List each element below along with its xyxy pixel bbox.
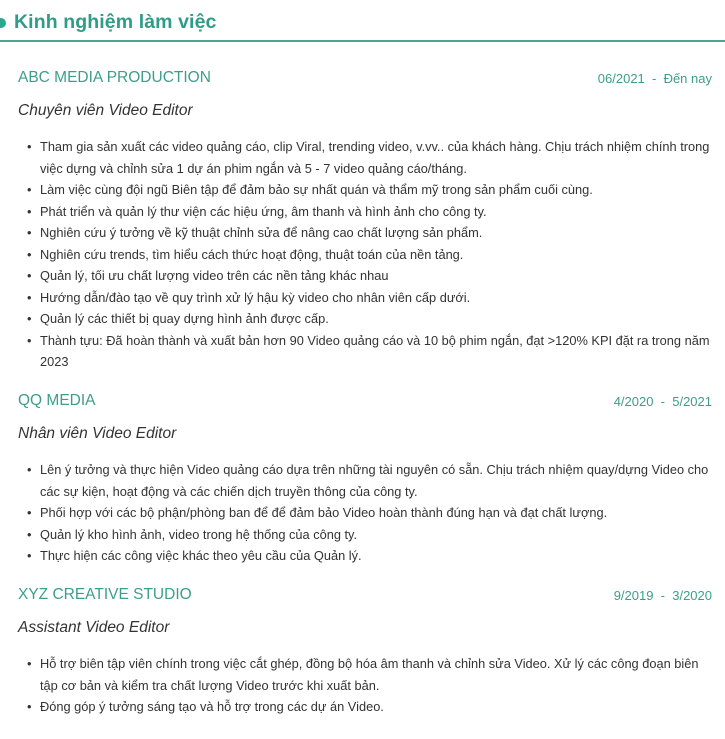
- duty-list: [27, 459, 711, 567]
- bullet-icon: •: [27, 311, 32, 326]
- duty-item: [27, 265, 711, 287]
- bullet-icon: •: [27, 656, 32, 671]
- duty-list: [27, 653, 711, 718]
- bullet-icon: •: [27, 246, 32, 262]
- bullet-icon: •: [27, 225, 32, 240]
- duty-item: [27, 330, 711, 373]
- duty-item: [27, 308, 711, 330]
- duty-list: [27, 136, 711, 373]
- bullet-icon: •: [27, 268, 32, 283]
- duty-item: [27, 222, 711, 244]
- bullet-icon: •: [27, 462, 32, 477]
- employment-period: 9/2019 - 3/2020: [613, 588, 712, 603]
- duty-item: [27, 696, 711, 718]
- duty-item: [27, 459, 711, 502]
- duty-text: Tham gia sản xuất các video quảng cáo, clip Viral, trending video, v.vv.. của khách hàng. Chịu trách nhiệm chính trong việc dựng và chỉnh sửa 1 dự án phim ngắn và 5 - 7 video quảng cáo/tháng.: [40, 139, 710, 176]
- duty-item: [27, 502, 711, 524]
- duty-text: Phối hợp với các bộ phận/phòng ban để để đảm bảo Video hoàn thành đúng hạn và đạt chất lượng.: [40, 505, 608, 520]
- job-title: Chuyên viên Video Editor: [18, 102, 193, 119]
- duty-item: [27, 244, 711, 266]
- bullet-icon: •: [27, 289, 32, 305]
- company-name: QQ MEDIA: [18, 392, 96, 409]
- duty-text: Hỗ trợ biên tập viên chính trong việc cắt ghép, đồng bộ hóa âm thanh và chỉnh sửa Video. Xử lý các công đoạn biên tập cơ bản và kiểm tra chất lượng Video trước khi xuất bản.: [40, 656, 699, 693]
- bullet-icon: •: [27, 505, 32, 520]
- bullet-icon: •: [27, 182, 32, 197]
- duty-item: [27, 653, 711, 696]
- duty-text: Thành tựu: Đã hoàn thành và xuất bản hơn 90 Video quảng cáo và 10 bộ phim ngắn, đạt >120% KPI đặt ra trong năm 2023: [40, 332, 710, 369]
- duty-text: Nghiên cứu ý tưởng về kỹ thuật chỉnh sửa để nâng cao chất lượng sản phẩm.: [40, 225, 483, 240]
- company-name: ABC MEDIA PRODUCTION: [18, 69, 211, 86]
- duty-text: Thực hiện các công việc khác theo yêu cầu của Quản lý.: [40, 548, 362, 563]
- bullet-icon: •: [27, 526, 32, 542]
- bullet-icon: •: [27, 548, 32, 563]
- duty-item: [27, 287, 711, 309]
- duty-text: Đóng góp ý tưởng sáng tạo và hỗ trợ trong các dự án Video.: [40, 699, 384, 714]
- duty-text: Quản lý các thiết bị quay dựng hình ảnh được cấp.: [40, 311, 329, 326]
- duty-item: [27, 136, 711, 179]
- duty-text: Hướng dẫn/đào tạo về quy trình xử lý hậu kỳ video cho nhân viên cấp dưới.: [40, 289, 471, 305]
- duty-text: Quản lý kho hình ảnh, video trong hệ thống của công ty.: [40, 526, 358, 542]
- duty-item: [27, 201, 711, 223]
- section-marker-dot: [0, 18, 6, 28]
- duty-text: Quản lý, tối ưu chất lượng video trên các nền tảng khác nhau: [40, 268, 389, 283]
- employment-period: 06/2021 - Đến nay: [597, 71, 712, 86]
- duty-item: [27, 524, 711, 546]
- bullet-icon: •: [27, 203, 32, 219]
- job-title: Assistant Video Editor: [18, 619, 170, 636]
- duty-text: Lên ý tưởng và thực hiện Video quảng cáo dựa trên những tài nguyên có sẵn. Chịu trách nhiệm quay/dựng Video cho các sự kiện, hoạt động và các chiến dịch truyền thông của công ty.: [40, 462, 709, 499]
- bullet-icon: •: [27, 139, 32, 154]
- company-name: XYZ CREATIVE STUDIO: [18, 586, 192, 603]
- job-title: Nhân viên Video Editor: [18, 425, 177, 442]
- bullet-icon: •: [27, 699, 32, 714]
- duty-text: Phát triển và quản lý thư viện các hiệu ứng, âm thanh và hình ảnh cho công ty.: [40, 203, 487, 219]
- duty-text: Nghiên cứu trends, tìm hiểu cách thức hoạt động, thuật toán của nền tảng.: [40, 246, 464, 262]
- section-title: Kinh nghiệm làm việc: [14, 11, 217, 33]
- duty-text: Làm việc cùng đội ngũ Biên tập để đảm bảo sự nhất quán và thẩm mỹ trong sản phẩm cuối cùng.: [40, 182, 593, 197]
- employment-period: 4/2020 - 5/2021: [613, 394, 712, 409]
- section-header: [0, 0, 725, 42]
- duty-item: [27, 179, 711, 201]
- duty-item: [27, 545, 711, 567]
- bullet-icon: •: [27, 332, 32, 348]
